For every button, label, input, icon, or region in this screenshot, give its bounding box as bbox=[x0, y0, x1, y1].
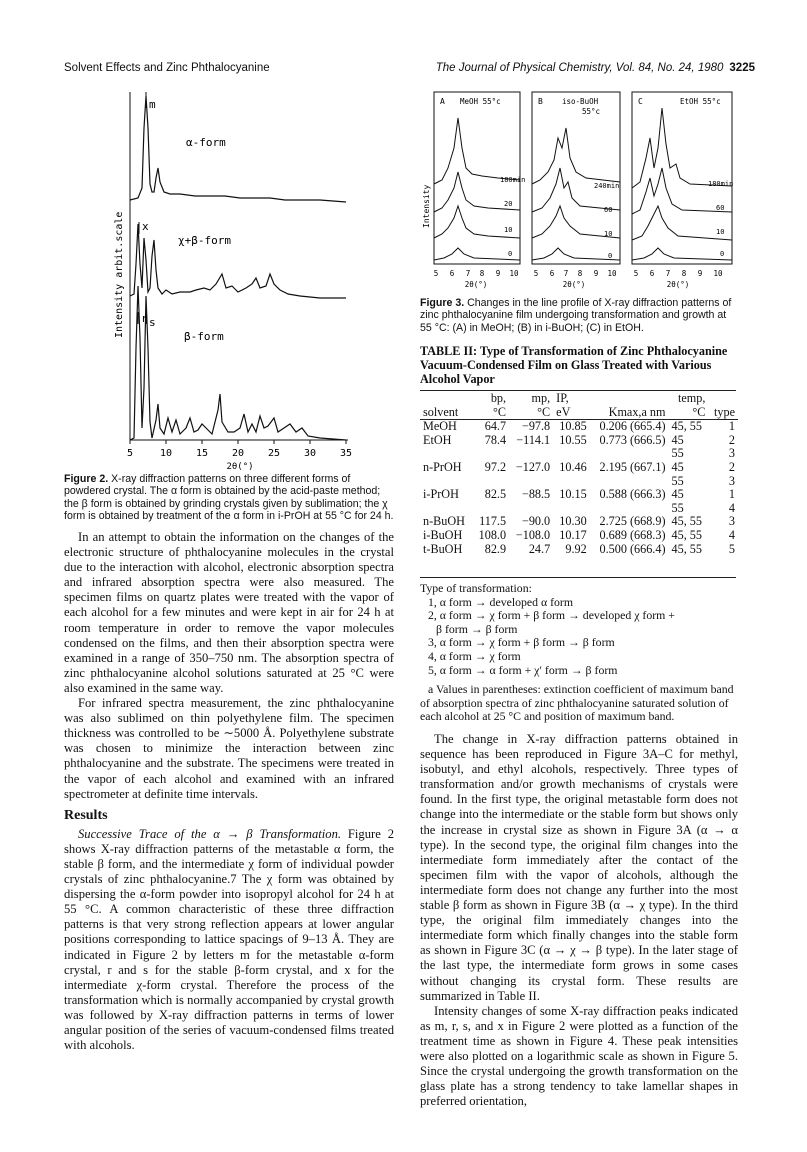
left-column bbox=[64, 530, 394, 1053]
paragraph: Intensity changes of some X-ray diffraction peaks indicated as m, r, s, and x in Figure 2 were plotted as a function of the treatment time as shown in Figure 4. These peak intensities were also plotted on a logarithmic scale as shown in Figure 5. Since the crystal undergoing the growth transformation on the glass plate has a strong tendency to take lamellar shapes in preferred orientation, bbox=[420, 1003, 738, 1109]
svg-text:6: 6 bbox=[649, 269, 655, 278]
journal-title: The Journal of Physical Chemistry, Vol. 84, No. 24, 1980 bbox=[435, 62, 724, 74]
fig2-label-beta: β-form bbox=[184, 330, 224, 343]
table-row: i-PrOH 82.5 −88.5 10.15 0.588 (666.3) 45 1 bbox=[423, 487, 735, 502]
figure-2-caption bbox=[64, 473, 394, 523]
fig3-caption-num: Figure 3. bbox=[420, 297, 465, 309]
svg-text:180min: 180min bbox=[500, 176, 526, 184]
figure-2 bbox=[80, 88, 380, 470]
table-2 bbox=[420, 392, 738, 556]
svg-text:10: 10 bbox=[604, 230, 613, 238]
fig2-xtick: 20 bbox=[231, 448, 245, 459]
transformation-type: 5, α form → α form + χ′ form → β form bbox=[428, 662, 618, 677]
svg-text:0: 0 bbox=[508, 250, 513, 258]
page-number: 3225 bbox=[729, 62, 755, 74]
paragraph: The change in X-ray diffraction patterns obtained in sequence has been reproduced in Figure 3A–C for methyl, isobutyl, and ethyl alcohols, respectively. Three types of transformation and/or growth mechanisms of crystals were found. In the first type, the original metastable form does not change into the intermediate or the stable form but shows only the increase in crystal size as shown in Figure 3A (α → α type). In the second type, the original film changes into the intermediate form immediately after the contact of the specimen film with the vapor of alcohols, although the intermediate form does not change any further into the most stable β form as shown in Figure 3B (α → χ type). In the third type, the original film immediately changes into the intermediate form which finally changes into the stable form as shown in Figure 3C (α → χ → β type). In the later stage of the last type, the intermediate form grows in some cases without changing its crystal form. These results are summarized in Table II. bbox=[420, 732, 738, 1003]
right-column bbox=[420, 732, 738, 1109]
fig2-xtick: 35 bbox=[339, 448, 353, 459]
figure-3 bbox=[418, 88, 748, 293]
table-row: n-PrOH 97.2 −127.0 10.46 2.195 (667.1) 45 2 bbox=[423, 459, 735, 474]
table-row: 55 3 bbox=[671, 446, 735, 461]
fig3-ylabel: Intensity bbox=[422, 184, 431, 228]
figure-3-caption bbox=[420, 297, 738, 334]
fig2-label-s: s bbox=[149, 316, 156, 329]
svg-text:5: 5 bbox=[633, 269, 639, 278]
running-header-right bbox=[436, 62, 755, 74]
table-row: MeOH 64.7 −97.8 10.85 0.206 (665.4) 45, 55 1 bbox=[423, 419, 735, 434]
svg-text:180min: 180min bbox=[708, 180, 734, 188]
svg-text:2θ(°): 2θ(°) bbox=[666, 280, 690, 289]
table-row: i-BuOH 108.0 −108.0 10.17 0.689 (668.3) 45, 55 4 bbox=[423, 527, 735, 542]
table-2-footnotes bbox=[420, 582, 738, 724]
fig3-panel-a bbox=[434, 92, 525, 264]
svg-text:0: 0 bbox=[608, 252, 613, 260]
fig2-xtick: 10 bbox=[159, 448, 173, 459]
svg-text:5: 5 bbox=[433, 269, 439, 278]
svg-text:6: 6 bbox=[449, 269, 455, 278]
table-head-row: solvent °C °C eV Kmax,a nm °C type bbox=[420, 406, 738, 420]
paragraph: Successive Trace of the α → β Transformation. Figure 2 shows X-ray diffraction patterns of the metastable α form, the stable β form, and the intermediate χ form of individual powder crystals of zinc phthalocyanine.7 The χ form was obtained by dispersing the α-form powder into isopropyl alcohol for 24 h at 55 °C. A common characteristic of these three diffraction patterns is that very strong reflection appears at lower angular positions corresponding to lattice spacings of 9–13 Å. They are indicated in Figure 2 by letters m for the metastable α-form crystal, r and s for the stable β-form crystal, and x for the intermediate χ-form crystal. Therefore the process of the transformation which is normally accompanied by crystal growth was followed by X-ray diffraction patterns in terms of lower angular position of the series of vacuum-condensed films treated with alcohols. bbox=[64, 826, 394, 1053]
svg-text:MeOH 55°c: MeOH 55°c bbox=[460, 97, 501, 106]
fig2-label-alpha: α-form bbox=[186, 136, 226, 149]
paragraph: For infrared spectra measurement, the zinc phthalocyanine was also sublimed on thin polyethylene film. The specimen thickness was controlled to be ∼5000 Å. Polyethylene substrate was chosen to minimize the interaction between zinc phthalocyanine and the substrate. The specimens were treated in the vapor of each alcohol and examined with an infrared spectrometer at definite time intervals. bbox=[64, 696, 394, 801]
fig2-xtick: 25 bbox=[267, 448, 281, 459]
svg-text:6: 6 bbox=[549, 269, 555, 278]
svg-text:10: 10 bbox=[607, 269, 617, 278]
svg-text:10: 10 bbox=[504, 226, 513, 234]
svg-text:B: B bbox=[538, 97, 543, 106]
section-heading-results: Results bbox=[64, 807, 108, 823]
fig3-caption-text: Changes in the line profile of X-ray diffraction patterns of zinc phthalocyanine film undergoing transformation and growth at 55 °C: (A) in MeOH; (B) in i-BuOH; (C) in EtOH. bbox=[420, 297, 732, 334]
svg-text:60: 60 bbox=[716, 204, 725, 212]
table-row: t-BuOH 82.9 24.7 9.92 0.500 (666.4) 45, 55 5 bbox=[423, 541, 735, 556]
fig2-label-m: m bbox=[149, 98, 156, 111]
fig2-xtick: 30 bbox=[303, 448, 317, 459]
svg-text:10: 10 bbox=[713, 269, 723, 278]
fig3-panel-b bbox=[532, 92, 620, 264]
svg-text:10: 10 bbox=[716, 228, 725, 236]
svg-text:55°c: 55°c bbox=[582, 107, 601, 116]
svg-text:A: A bbox=[440, 97, 445, 106]
table-row: 55 4 bbox=[671, 500, 735, 515]
transformation-types-title: Type of transformation: bbox=[420, 581, 532, 595]
svg-text:5: 5 bbox=[533, 269, 539, 278]
paragraph: In an attempt to obtain the information on the changes of the electronic structure of phthalocyanine molecules in the crystal due to the interaction with alcohol, electronic absorption spectra and infrared absorption spectra were also measured. The specimen films on quartz plates were treated with the vapor of each alcohol for a few minutes and were kept in air for 24 h at room temperature in order to remove the vapor molecules condensed on the films, and then their absorption spectra were examined in a range of 350–750 nm. The absorption spectra of zinc phthalocyanine alcohol solutions saturated at 25 °C were also examined in the same way. bbox=[64, 530, 394, 695]
svg-text:8: 8 bbox=[479, 269, 485, 278]
svg-text:9: 9 bbox=[697, 269, 703, 278]
table-row: n-BuOH 117.5 −90.0 10.30 2.725 (668.9) 45, 55 3 bbox=[423, 514, 735, 529]
fig3-panel-c bbox=[632, 92, 733, 264]
transformation-type: 4, α form → χ form bbox=[428, 648, 521, 663]
svg-text:10: 10 bbox=[509, 269, 519, 278]
fig2-beta-trace bbox=[130, 286, 346, 440]
transformation-type: 2, α form → χ form + β form → developed χ form + bbox=[428, 608, 675, 623]
fig2-alpha-trace bbox=[130, 96, 346, 202]
table-row: 55 3 bbox=[671, 473, 735, 488]
transformation-type: 1, α form → developed α form bbox=[428, 594, 574, 609]
fig2-xtick: 15 bbox=[195, 448, 209, 459]
svg-text:2θ(°): 2θ(°) bbox=[464, 280, 488, 289]
fig2-xtick: 5 bbox=[126, 448, 134, 459]
fig2-label-chi: χ+β-form bbox=[178, 234, 231, 247]
fig2-x-ticks bbox=[130, 440, 346, 444]
svg-text:C: C bbox=[638, 97, 643, 106]
svg-text:2θ(°): 2θ(°) bbox=[562, 280, 586, 289]
svg-text:9: 9 bbox=[593, 269, 599, 278]
fig2-ylabel: Intensity arbit.scale bbox=[114, 211, 125, 338]
svg-text:0: 0 bbox=[720, 250, 725, 258]
svg-text:EtOH 55°c: EtOH 55°c bbox=[680, 97, 721, 106]
fig2-chi-beta-trace bbox=[130, 224, 346, 298]
svg-text:240min: 240min bbox=[594, 182, 620, 190]
svg-text:8: 8 bbox=[577, 269, 583, 278]
svg-text:60: 60 bbox=[604, 206, 613, 214]
fig2-label-r: r bbox=[141, 312, 148, 325]
table-2-title: TABLE II: Type of Transformation of Zinc Phthalocyanine Vacuum-Condensed Film on Glass Treated with Various Alcohol Vapor bbox=[420, 344, 728, 386]
svg-text:7: 7 bbox=[665, 269, 671, 278]
running-header-left: Solvent Effects and Zinc Phthalocyanine bbox=[64, 62, 270, 74]
svg-text:9: 9 bbox=[495, 269, 501, 278]
fig2-xlabel: 2θ(°) bbox=[226, 462, 254, 470]
transformation-type: β form → β form bbox=[436, 621, 518, 636]
fig2-caption-num: Figure 2. bbox=[64, 473, 109, 485]
table-head-row: bp, mp, IP, temp, bbox=[490, 391, 706, 405]
fig2-label-x: x bbox=[142, 220, 149, 233]
run-in-heading: Successive Trace of the α → β Transformation. bbox=[78, 826, 342, 841]
table-rule-bottom bbox=[420, 577, 736, 578]
svg-text:7: 7 bbox=[563, 269, 569, 278]
svg-text:20: 20 bbox=[504, 200, 513, 208]
svg-text:8: 8 bbox=[681, 269, 687, 278]
fig2-caption-text: X-ray diffraction patterns on three different forms of powdered crystal. The α form is obtained by the acid-paste method; the β form is obtained by grinding crystals given by sublimation; the χ form is obtained by treatment of the α form in i-PrOH at 55 °C for 24 h. bbox=[64, 473, 394, 523]
table-row: EtOH 78.4 −114.1 10.55 0.773 (666.5) 45 2 bbox=[423, 432, 735, 447]
table-note: a Values in parentheses: extinction coefficient of maximum band of absorption spectra of zinc phthalocyanine saturated solution of each alcohol at 25 °C and position of maximum band. bbox=[420, 682, 734, 724]
svg-text:iso-BuOH: iso-BuOH bbox=[562, 97, 599, 106]
svg-text:7: 7 bbox=[465, 269, 471, 278]
transformation-type: 3, α form → χ form + β form → β form bbox=[428, 635, 615, 650]
